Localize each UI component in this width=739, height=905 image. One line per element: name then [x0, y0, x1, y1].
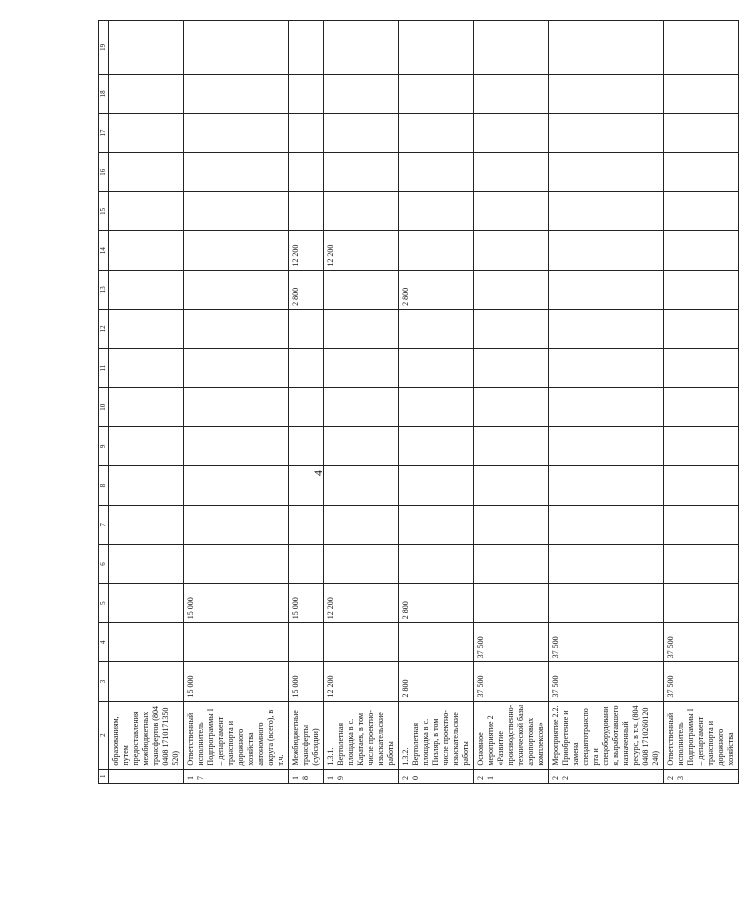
value-cell: [324, 544, 399, 583]
row-number-cell: 19: [324, 769, 399, 783]
description-cell: Основное мероприятие 2 «Развитие производственно-технической базы аэропортовых комплексов»: [474, 701, 549, 769]
value-cell: [664, 270, 739, 309]
value-cell: 12 200: [289, 231, 324, 270]
column-number-cell: 2: [99, 701, 109, 769]
value-cell: [399, 466, 474, 505]
value-cell: [474, 427, 549, 466]
value-cell: [109, 74, 184, 113]
row-number-cell: 21: [474, 769, 549, 783]
value-cell: [289, 505, 324, 544]
value-cell: [109, 153, 184, 192]
value-cell: [109, 270, 184, 309]
value-cell: [324, 427, 399, 466]
page-number: 4: [311, 470, 325, 476]
value-cell: [664, 74, 739, 113]
value-cell: [549, 74, 664, 113]
value-cell: [289, 623, 324, 662]
value-cell: [474, 231, 549, 270]
description-cell: 1.3.2. Вертолетная площадка в с. Пизляр, в том числе проектно-изыскательские работы: [399, 701, 474, 769]
value-cell: [549, 231, 664, 270]
value-cell: [109, 505, 184, 544]
value-cell: [289, 427, 324, 466]
value-cell: 2 800: [399, 662, 474, 701]
value-cell: [664, 309, 739, 348]
column-number-cell: 17: [99, 113, 109, 152]
value-cell: [474, 74, 549, 113]
column-number-cell: 1: [99, 769, 109, 783]
value-cell: [289, 153, 324, 192]
value-cell: [399, 309, 474, 348]
row-number-cell: 20: [399, 769, 474, 783]
value-cell: [184, 309, 289, 348]
value-cell: [184, 74, 289, 113]
value-cell: [549, 544, 664, 583]
table-row: [324, 21, 399, 784]
description-cell: образованиям, путем предоставления межбюджетных трансфертов (804 0408 1710171350 520): [109, 701, 184, 769]
table-row: [549, 21, 664, 784]
value-cell: 2 800: [289, 270, 324, 309]
row-number-cell: 23: [664, 769, 739, 783]
value-cell: [474, 466, 549, 505]
value-cell: [324, 113, 399, 152]
value-cell: [664, 192, 739, 231]
value-cell: [184, 466, 289, 505]
value-cell: [549, 309, 664, 348]
value-cell: [399, 153, 474, 192]
value-cell: [184, 113, 289, 152]
value-cell: 15 000: [289, 584, 324, 623]
value-cell: [184, 192, 289, 231]
value-cell: [184, 21, 289, 75]
value-cell: [549, 113, 664, 152]
value-cell: [109, 231, 184, 270]
value-cell: [324, 309, 399, 348]
value-cell: [549, 584, 664, 623]
column-number-cell: 12: [99, 309, 109, 348]
value-cell: [109, 662, 184, 701]
value-cell: [324, 192, 399, 231]
value-cell: [289, 21, 324, 75]
value-cell: [474, 21, 549, 75]
budget-table: [98, 20, 739, 784]
value-cell: [474, 153, 549, 192]
value-cell: [184, 388, 289, 427]
value-cell: 12 200: [324, 584, 399, 623]
value-cell: [549, 505, 664, 544]
value-cell: 37 500: [664, 662, 739, 701]
value-cell: [474, 192, 549, 231]
value-cell: 37 500: [474, 623, 549, 662]
table-row: [399, 21, 474, 784]
value-cell: 37 500: [664, 623, 739, 662]
value-cell: [664, 466, 739, 505]
value-cell: [549, 21, 664, 75]
value-cell: 12 200: [324, 662, 399, 701]
value-cell: [184, 544, 289, 583]
value-cell: [184, 348, 289, 387]
value-cell: [399, 388, 474, 427]
value-cell: 2 800: [399, 584, 474, 623]
value-cell: [109, 388, 184, 427]
value-cell: [184, 427, 289, 466]
value-cell: [399, 427, 474, 466]
column-number-cell: 4: [99, 623, 109, 662]
value-cell: [289, 113, 324, 152]
value-cell: [324, 388, 399, 427]
value-cell: [399, 348, 474, 387]
description-cell: Межбюджетные трансферты (субсидии): [289, 701, 324, 769]
value-cell: [324, 348, 399, 387]
value-cell: [474, 584, 549, 623]
description-cell: 1.3.1. Вертолетная площадка в с. Каратаев, в том числе проектно-изыскательские работы: [324, 701, 399, 769]
value-cell: [474, 505, 549, 544]
column-number-cell: 9: [99, 427, 109, 466]
value-cell: [549, 388, 664, 427]
value-cell: 37 500: [549, 662, 664, 701]
value-cell: [184, 231, 289, 270]
value-cell: [184, 623, 289, 662]
description-cell: Мероприятие 2.2. Приобретение и замена спецавтотранспорта и спецоборудования, выработавшего назначенный ресурс, в т.ч. (804 0408 1710260120 240): [549, 701, 664, 769]
value-cell: [324, 153, 399, 192]
value-cell: [664, 348, 739, 387]
value-cell: [184, 270, 289, 309]
value-cell: [109, 348, 184, 387]
description-cell: Ответственный исполнитель Подпрограммы I – департамент транспорта и дорожного хозяйства: [664, 701, 739, 769]
value-cell: [289, 388, 324, 427]
column-number-cell: 18: [99, 74, 109, 113]
value-cell: [549, 427, 664, 466]
value-cell: [399, 74, 474, 113]
column-number-cell: 7: [99, 505, 109, 544]
value-cell: [474, 348, 549, 387]
value-cell: [664, 584, 739, 623]
value-cell: [399, 231, 474, 270]
column-number-cell: 11: [99, 348, 109, 387]
value-cell: [184, 505, 289, 544]
column-number-cell: 15: [99, 192, 109, 231]
value-cell: [399, 192, 474, 231]
value-cell: [109, 427, 184, 466]
value-cell: [399, 544, 474, 583]
table-row: [474, 21, 549, 784]
value-cell: [664, 21, 739, 75]
value-cell: [399, 113, 474, 152]
value-cell: 15 000: [184, 662, 289, 701]
description-cell: Ответственный исполнитель Подпрограммы I – департамент транспорта и дорожного хозяйства автономного округа (всего), в т.ч.: [184, 701, 289, 769]
value-cell: [474, 309, 549, 348]
row-number-cell: 22: [549, 769, 664, 783]
value-cell: [324, 74, 399, 113]
row-number-cell: 17: [184, 769, 289, 783]
value-cell: 12 200: [324, 231, 399, 270]
value-cell: 15 000: [289, 662, 324, 701]
value-cell: [474, 544, 549, 583]
value-cell: [664, 388, 739, 427]
column-number-cell: 8: [99, 466, 109, 505]
column-number-cell: 14: [99, 231, 109, 270]
value-cell: [184, 153, 289, 192]
value-cell: [289, 309, 324, 348]
value-cell: [109, 466, 184, 505]
value-cell: [474, 270, 549, 309]
value-cell: [399, 623, 474, 662]
row-number-cell: [109, 769, 184, 783]
value-cell: [664, 231, 739, 270]
value-cell: [664, 544, 739, 583]
value-cell: [324, 623, 399, 662]
value-cell: [289, 192, 324, 231]
value-cell: [109, 309, 184, 348]
value-cell: [324, 505, 399, 544]
value-cell: [289, 74, 324, 113]
value-cell: [549, 270, 664, 309]
column-number-cell: 10: [99, 388, 109, 427]
column-number-cell: 19: [99, 21, 109, 75]
value-cell: [664, 113, 739, 152]
value-cell: [289, 348, 324, 387]
value-cell: 37 500: [549, 623, 664, 662]
value-cell: 2 800: [399, 270, 474, 309]
value-cell: [324, 270, 399, 309]
value-cell: [399, 505, 474, 544]
value-cell: [549, 348, 664, 387]
value-cell: [109, 544, 184, 583]
table-row: [109, 21, 184, 784]
table-row: [289, 21, 324, 784]
value-cell: [474, 388, 549, 427]
value-cell: [664, 505, 739, 544]
column-number-cell: 13: [99, 270, 109, 309]
value-cell: [549, 192, 664, 231]
column-number-cell: 3: [99, 662, 109, 701]
value-cell: 15 000: [184, 584, 289, 623]
value-cell: [109, 192, 184, 231]
value-cell: [474, 113, 549, 152]
column-number-cell: 16: [99, 153, 109, 192]
header-row: [99, 21, 109, 784]
value-cell: [324, 21, 399, 75]
value-cell: 37 500: [474, 662, 549, 701]
table-row: [664, 21, 739, 784]
table-row: [184, 21, 289, 784]
budget-table-sheet: [98, 20, 735, 784]
column-number-cell: 6: [99, 544, 109, 583]
value-cell: [109, 21, 184, 75]
row-number-cell: 18: [289, 769, 324, 783]
value-cell: [399, 21, 474, 75]
value-cell: [549, 153, 664, 192]
value-cell: [109, 623, 184, 662]
value-cell: [664, 153, 739, 192]
value-cell: [109, 584, 184, 623]
value-cell: [549, 466, 664, 505]
value-cell: [324, 466, 399, 505]
value-cell: [289, 544, 324, 583]
column-number-cell: 5: [99, 584, 109, 623]
value-cell: [109, 113, 184, 152]
value-cell: [664, 427, 739, 466]
value-cell: [289, 466, 324, 505]
